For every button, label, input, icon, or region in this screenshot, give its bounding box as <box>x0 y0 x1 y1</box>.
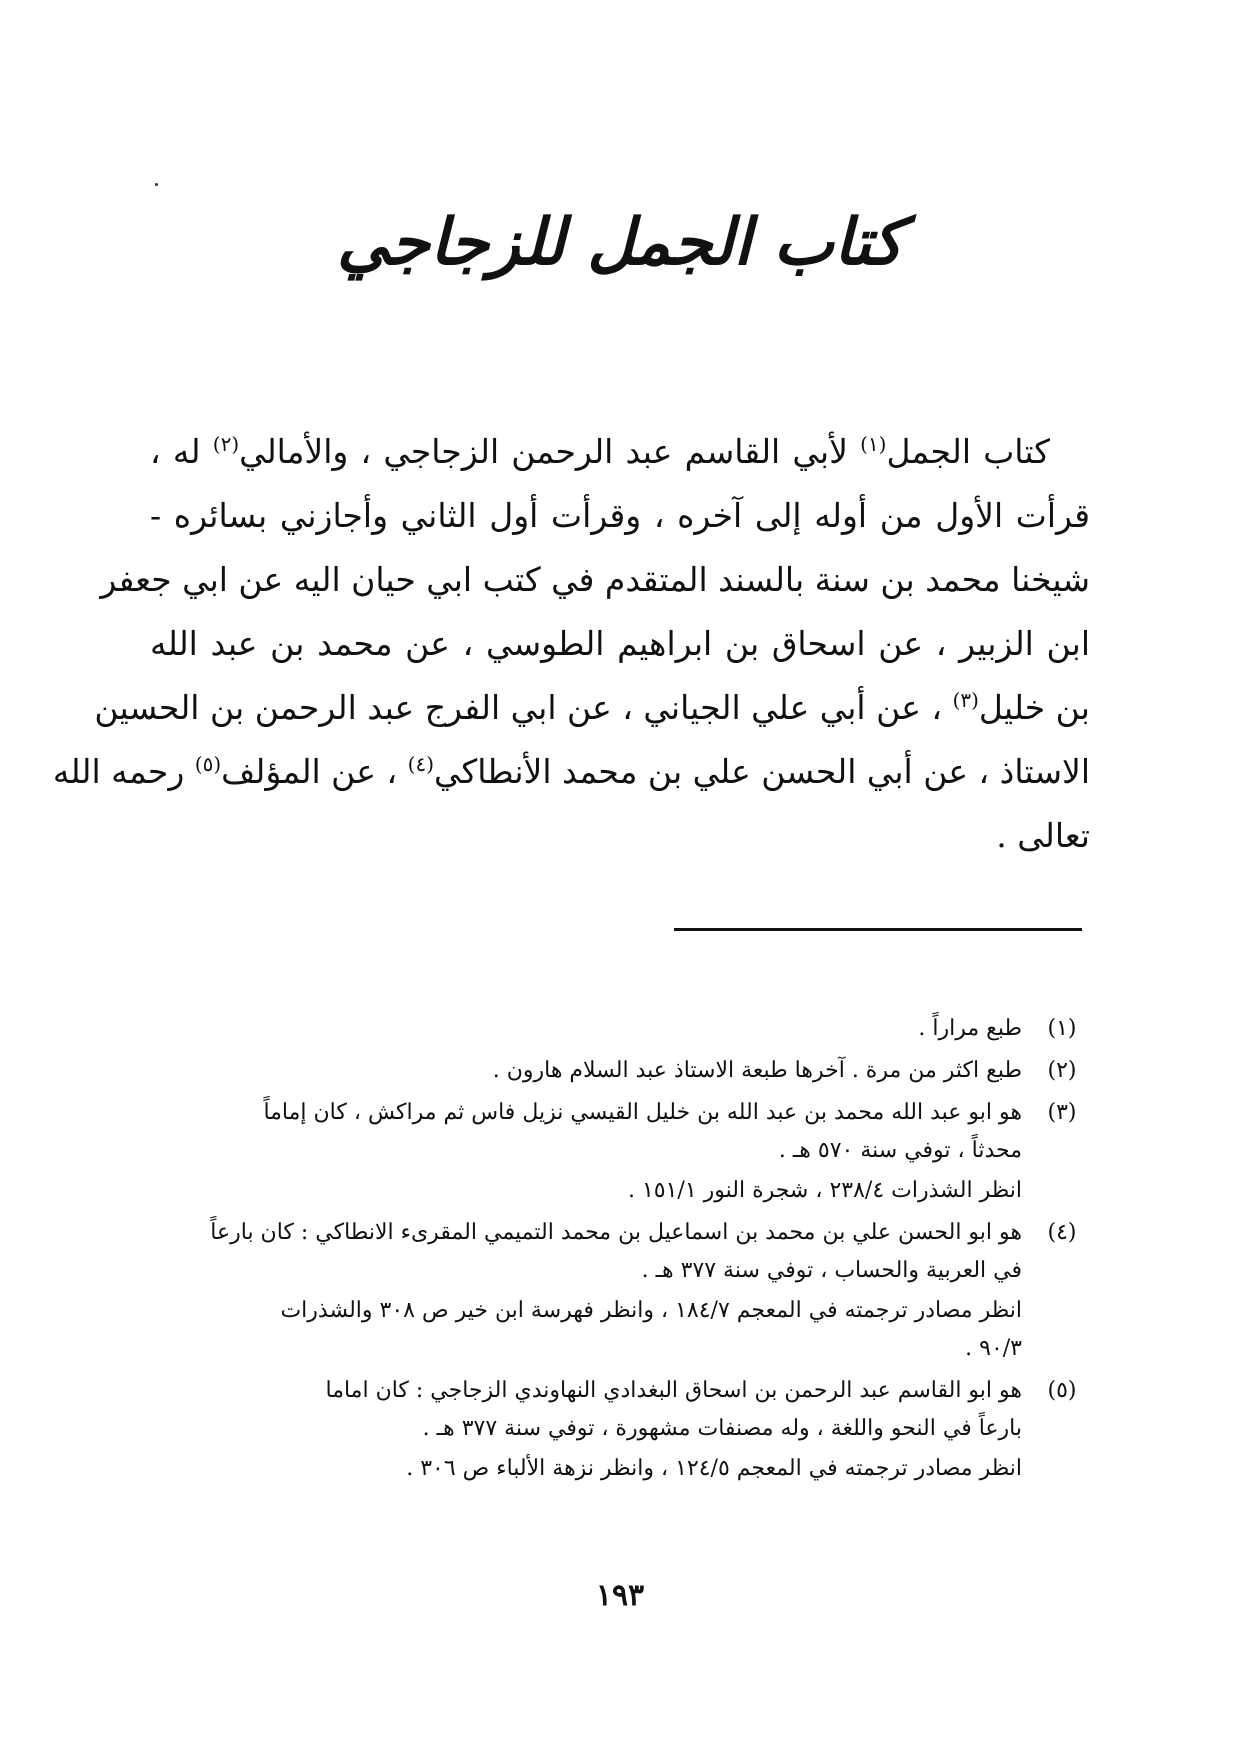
footnote-item <box>150 1094 1090 1210</box>
footnote-item <box>150 1052 1090 1090</box>
footnote-source: انظر مصادر ترجمته في المعجم ١٨٤/٧ ، وانظر فهرسة ابن خير ص ٣٠٨ والشذرات <box>280 1298 1022 1323</box>
footnote-item <box>150 1010 1090 1048</box>
footnote-source: ٩٠/٣ . <box>965 1336 1022 1361</box>
footnote-source: انظر الشذرات ٢٣٨/٤ ، شجرة النور ١٥١/١ . <box>627 1178 1022 1203</box>
page-number: ١٩٣ <box>595 1578 645 1613</box>
footnote-text: هو ابو القاسم عبد الرحمن بن اسحاق البغدادي النهاوندي الزجاجي : كان اماما <box>325 1378 1022 1403</box>
footnotes-list <box>150 1010 1090 1492</box>
body-line: بن خليل$^{(٣)}$ ، عن أبي علي الجياني ، عن ابي الفرج عبد الرحمن بن الحسين <box>94 688 1090 727</box>
footnote-separator <box>674 928 1082 931</box>
footnote-ref[interactable]: (٢) <box>212 432 240 456</box>
body-line: ابن الزبير ، عن اسحاق بن ابراهيم الطوسي ، عن محمد بن عبد الله <box>150 624 1090 663</box>
footnote-number: (٥) <box>1047 1378 1077 1403</box>
page-title: كتاب الجمل للزجاجي <box>336 205 904 280</box>
footnote-ref[interactable]: (٤) <box>407 752 434 776</box>
body-line: قرأت الأول من أوله إلى آخره ، وقرأت أول الثاني وأجازني بسائره - <box>150 496 1090 535</box>
footnote-ref[interactable]: (١) <box>860 432 887 456</box>
footnote-source: انظر مصادر ترجمته في المعجم ١٢٤/٥ ، وانظر نزهة الألباء ص ٣٠٦ . <box>406 1456 1022 1481</box>
footnote-ref[interactable]: (٥) <box>194 752 222 776</box>
body-line: الاستاذ ، عن أبي الحسن علي بن محمد الأنطاكي$^{(٤)}$ ، عن المؤلف$^{(٥)}$ رحمه الله <box>52 752 1090 791</box>
footnote-number: (١) <box>1047 1016 1077 1041</box>
footnote-text: طبع اكثر من مرة . آخرها طبعة الاستاذ عبد السلام هارون . <box>492 1058 1022 1083</box>
footnote-text: هو ابو عبد الله محمد بن عبد الله بن خليل القيسي نزيل فاس ثم مراكش ، كان إماماً <box>263 1100 1022 1125</box>
footnote-item <box>150 1372 1090 1488</box>
footnote-text: في العربية والحساب ، توفي سنة ٣٧٧ هـ . <box>641 1258 1022 1283</box>
footnote-text: بارعاً في النحو واللغة ، وله مصنفات مشهورة ، توفي سنة ٣٧٧ هـ . <box>422 1416 1022 1441</box>
speck-mark <box>155 183 158 186</box>
body-paragraph <box>52 420 1090 868</box>
footnote-number: (٣) <box>1047 1100 1077 1125</box>
footnote-item <box>150 1214 1090 1368</box>
footnote-number: (٢) <box>1047 1058 1077 1083</box>
footnote-text: محدثاً ، توفي سنة ٥٧٠ هـ . <box>778 1138 1022 1163</box>
body-line: شيخنا محمد بن سنة بالسند المتقدم في كتب ابي حيان اليه عن ابي جعفر <box>100 560 1090 599</box>
footnote-text: هو ابو الحسن علي بن محمد بن اسماعيل بن محمد التميمي المقرىء الانطاكي : كان بارعاً <box>210 1220 1022 1245</box>
footnote-number: (٤) <box>1047 1220 1077 1245</box>
body-line: تعالى . <box>996 816 1090 855</box>
footnote-text: طبع مراراً . <box>918 1016 1022 1041</box>
footnote-ref[interactable]: (٣) <box>952 688 979 712</box>
body-line: كتاب الجمل$^{(١)}$ لأبي القاسم عبد الرحمن الزجاجي ، والأمالي$^{(٢)}$ له ، <box>150 432 1050 471</box>
